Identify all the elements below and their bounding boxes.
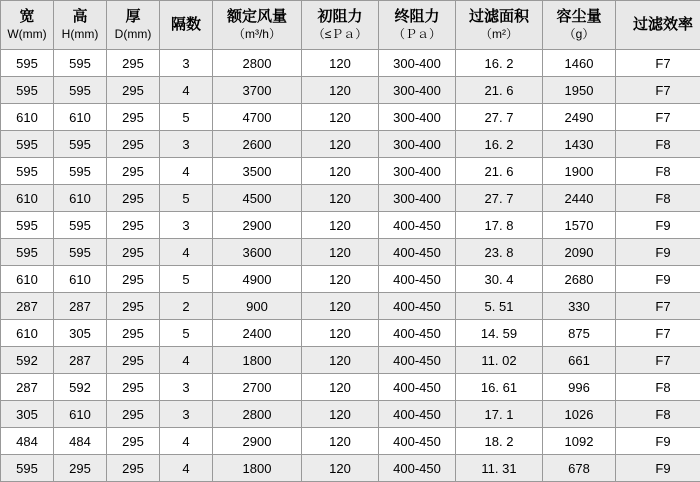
- cell-height: 610: [54, 104, 107, 131]
- cell-depth: 295: [107, 374, 160, 401]
- column-header-filter-area: [456, 1, 543, 50]
- cell-initial-pressure: 120: [302, 266, 379, 293]
- cell-width: 595: [1, 158, 54, 185]
- cell-height: 305: [54, 320, 107, 347]
- column-header-initial-pressure: [302, 1, 379, 50]
- cell-dust-capacity: 2490: [543, 104, 616, 131]
- cell-height: 595: [54, 50, 107, 77]
- cell-height: 595: [54, 77, 107, 104]
- table-header: [1, 1, 700, 50]
- cell-final-pressure: 300-400: [379, 185, 456, 212]
- column-header-height: [54, 1, 107, 50]
- cell-depth: 295: [107, 104, 160, 131]
- cell-dust-capacity: 1092: [543, 428, 616, 455]
- cell-filter-efficiency: F9: [616, 212, 700, 239]
- cell-final-pressure: 400-450: [379, 374, 456, 401]
- cell-separator-count: 5: [160, 320, 213, 347]
- cell-final-pressure: 400-450: [379, 428, 456, 455]
- cell-depth: 295: [107, 266, 160, 293]
- cell-separator-count: 4: [160, 428, 213, 455]
- cell-separator-count: 3: [160, 131, 213, 158]
- cell-rated-airflow: 2700: [213, 374, 302, 401]
- cell-initial-pressure: 120: [302, 428, 379, 455]
- column-header-depth: [107, 1, 160, 50]
- cell-final-pressure: 400-450: [379, 212, 456, 239]
- cell-final-pressure: 400-450: [379, 347, 456, 374]
- cell-separator-count: 4: [160, 158, 213, 185]
- column-header-dust-capacity-unit: （g）: [543, 27, 615, 42]
- cell-filter-efficiency: F8: [616, 185, 700, 212]
- cell-initial-pressure: 120: [302, 158, 379, 185]
- cell-initial-pressure: 120: [302, 374, 379, 401]
- cell-height: 595: [54, 212, 107, 239]
- cell-rated-airflow: 2400: [213, 320, 302, 347]
- cell-dust-capacity: 875: [543, 320, 616, 347]
- cell-filter-area: 18. 2: [456, 428, 543, 455]
- cell-separator-count: 5: [160, 185, 213, 212]
- column-header-initial-pressure-unit: （≤Ｐａ）: [302, 27, 378, 42]
- cell-filter-efficiency: F7: [616, 50, 700, 77]
- cell-initial-pressure: 120: [302, 320, 379, 347]
- table-row: [1, 320, 700, 347]
- cell-initial-pressure: 120: [302, 239, 379, 266]
- cell-filter-area: 16. 2: [456, 131, 543, 158]
- column-header-height-title: 高: [72, 8, 87, 25]
- cell-filter-efficiency: F9: [616, 428, 700, 455]
- column-header-depth-title: 厚: [125, 8, 140, 25]
- column-header-rated-airflow-unit: （m³/h）: [213, 27, 301, 42]
- cell-dust-capacity: 1026: [543, 401, 616, 428]
- cell-rated-airflow: 900: [213, 293, 302, 320]
- table-row: [1, 266, 700, 293]
- cell-rated-airflow: 2900: [213, 428, 302, 455]
- cell-final-pressure: 400-450: [379, 320, 456, 347]
- cell-separator-count: 3: [160, 50, 213, 77]
- cell-filter-area: 21. 6: [456, 77, 543, 104]
- cell-filter-area: 11. 31: [456, 455, 543, 482]
- cell-filter-efficiency: F7: [616, 293, 700, 320]
- cell-initial-pressure: 120: [302, 455, 379, 482]
- cell-rated-airflow: 3700: [213, 77, 302, 104]
- cell-final-pressure: 300-400: [379, 77, 456, 104]
- cell-initial-pressure: 120: [302, 104, 379, 131]
- cell-width: 484: [1, 428, 54, 455]
- cell-width: 595: [1, 50, 54, 77]
- cell-depth: 295: [107, 185, 160, 212]
- column-header-separator-count-title: 隔数: [171, 16, 201, 33]
- cell-filter-area: 11. 02: [456, 347, 543, 374]
- table-body: [1, 50, 700, 482]
- table-row: [1, 158, 700, 185]
- cell-dust-capacity: 330: [543, 293, 616, 320]
- cell-initial-pressure: 120: [302, 347, 379, 374]
- column-header-rated-airflow-title: 额定风量: [227, 8, 287, 25]
- cell-height: 610: [54, 185, 107, 212]
- cell-height: 595: [54, 158, 107, 185]
- cell-dust-capacity: 1900: [543, 158, 616, 185]
- column-header-final-pressure-unit: （Ｐａ）: [379, 27, 455, 42]
- cell-final-pressure: 300-400: [379, 104, 456, 131]
- column-header-width: [1, 1, 54, 50]
- column-header-filter-efficiency-title: 过滤效率: [633, 16, 693, 33]
- cell-rated-airflow: 1800: [213, 455, 302, 482]
- column-header-filter-efficiency: [616, 1, 700, 50]
- cell-depth: 295: [107, 50, 160, 77]
- table-row: [1, 374, 700, 401]
- table-row: [1, 131, 700, 158]
- cell-rated-airflow: 4700: [213, 104, 302, 131]
- cell-height: 595: [54, 239, 107, 266]
- cell-depth: 295: [107, 455, 160, 482]
- cell-filter-efficiency: F7: [616, 104, 700, 131]
- cell-height: 484: [54, 428, 107, 455]
- cell-filter-efficiency: F8: [616, 401, 700, 428]
- cell-depth: 295: [107, 347, 160, 374]
- table-row: [1, 185, 700, 212]
- cell-initial-pressure: 120: [302, 293, 379, 320]
- cell-dust-capacity: 1460: [543, 50, 616, 77]
- column-header-width-title: 宽: [19, 8, 34, 25]
- cell-filter-efficiency: F8: [616, 158, 700, 185]
- column-header-dust-capacity: [543, 1, 616, 50]
- cell-final-pressure: 300-400: [379, 131, 456, 158]
- cell-filter-area: 17. 8: [456, 212, 543, 239]
- cell-separator-count: 4: [160, 347, 213, 374]
- column-header-rated-airflow: [213, 1, 302, 50]
- column-header-dust-capacity-title: 容尘量: [556, 8, 601, 25]
- cell-final-pressure: 400-450: [379, 266, 456, 293]
- table-row: [1, 104, 700, 131]
- cell-dust-capacity: 1570: [543, 212, 616, 239]
- cell-width: 610: [1, 266, 54, 293]
- cell-depth: 295: [107, 239, 160, 266]
- cell-filter-efficiency: F8: [616, 131, 700, 158]
- column-header-final-pressure-title: 终阻力: [394, 8, 439, 25]
- cell-width: 595: [1, 77, 54, 104]
- cell-depth: 295: [107, 293, 160, 320]
- cell-height: 287: [54, 293, 107, 320]
- cell-width: 610: [1, 320, 54, 347]
- cell-rated-airflow: 3500: [213, 158, 302, 185]
- cell-filter-area: 14. 59: [456, 320, 543, 347]
- cell-depth: 295: [107, 428, 160, 455]
- cell-width: 287: [1, 374, 54, 401]
- column-header-height-unit: H(mm): [54, 27, 106, 42]
- cell-rated-airflow: 1800: [213, 347, 302, 374]
- cell-final-pressure: 400-450: [379, 239, 456, 266]
- table-row: [1, 239, 700, 266]
- cell-width: 595: [1, 131, 54, 158]
- column-header-filter-area-unit: （m²）: [456, 27, 542, 42]
- cell-final-pressure: 300-400: [379, 50, 456, 77]
- cell-separator-count: 5: [160, 104, 213, 131]
- cell-separator-count: 3: [160, 374, 213, 401]
- cell-height: 592: [54, 374, 107, 401]
- cell-separator-count: 2: [160, 293, 213, 320]
- cell-width: 287: [1, 293, 54, 320]
- cell-depth: 295: [107, 212, 160, 239]
- cell-separator-count: 3: [160, 401, 213, 428]
- cell-separator-count: 5: [160, 266, 213, 293]
- cell-filter-area: 27. 7: [456, 104, 543, 131]
- cell-final-pressure: 400-450: [379, 455, 456, 482]
- cell-rated-airflow: 2800: [213, 50, 302, 77]
- cell-depth: 295: [107, 320, 160, 347]
- table-row: [1, 428, 700, 455]
- column-header-filter-area-title: 过滤面积: [469, 8, 529, 25]
- cell-filter-efficiency: F9: [616, 266, 700, 293]
- column-header-separator-count: [160, 1, 213, 50]
- cell-initial-pressure: 120: [302, 185, 379, 212]
- column-header-width-unit: W(mm): [1, 27, 53, 42]
- cell-rated-airflow: 2900: [213, 212, 302, 239]
- cell-dust-capacity: 2440: [543, 185, 616, 212]
- cell-dust-capacity: 2680: [543, 266, 616, 293]
- cell-filter-efficiency: F9: [616, 239, 700, 266]
- cell-initial-pressure: 120: [302, 77, 379, 104]
- table-row: [1, 50, 700, 77]
- cell-dust-capacity: 678: [543, 455, 616, 482]
- cell-filter-efficiency: F9: [616, 455, 700, 482]
- cell-filter-efficiency: F7: [616, 77, 700, 104]
- cell-depth: 295: [107, 158, 160, 185]
- cell-final-pressure: 400-450: [379, 293, 456, 320]
- cell-height: 610: [54, 266, 107, 293]
- cell-separator-count: 3: [160, 212, 213, 239]
- table-row: [1, 77, 700, 104]
- cell-rated-airflow: 3600: [213, 239, 302, 266]
- cell-initial-pressure: 120: [302, 50, 379, 77]
- cell-filter-efficiency: F8: [616, 374, 700, 401]
- cell-filter-area: 23. 8: [456, 239, 543, 266]
- cell-rated-airflow: 4900: [213, 266, 302, 293]
- cell-filter-area: 21. 6: [456, 158, 543, 185]
- cell-width: 305: [1, 401, 54, 428]
- cell-depth: 295: [107, 131, 160, 158]
- cell-initial-pressure: 120: [302, 131, 379, 158]
- table-row: [1, 293, 700, 320]
- cell-filter-area: 27. 7: [456, 185, 543, 212]
- cell-height: 610: [54, 401, 107, 428]
- cell-filter-area: 16. 61: [456, 374, 543, 401]
- cell-separator-count: 4: [160, 239, 213, 266]
- cell-dust-capacity: 996: [543, 374, 616, 401]
- cell-filter-efficiency: F7: [616, 320, 700, 347]
- cell-filter-efficiency: F7: [616, 347, 700, 374]
- column-header-final-pressure: [379, 1, 456, 50]
- header-row: [1, 1, 700, 50]
- cell-rated-airflow: 4500: [213, 185, 302, 212]
- cell-height: 287: [54, 347, 107, 374]
- cell-height: 295: [54, 455, 107, 482]
- cell-final-pressure: 300-400: [379, 158, 456, 185]
- cell-width: 610: [1, 185, 54, 212]
- cell-rated-airflow: 2800: [213, 401, 302, 428]
- cell-dust-capacity: 1950: [543, 77, 616, 104]
- cell-separator-count: 4: [160, 455, 213, 482]
- cell-separator-count: 4: [160, 77, 213, 104]
- table-row: [1, 401, 700, 428]
- table-row: [1, 347, 700, 374]
- cell-depth: 295: [107, 401, 160, 428]
- cell-depth: 295: [107, 77, 160, 104]
- cell-width: 595: [1, 455, 54, 482]
- cell-filter-area: 30. 4: [456, 266, 543, 293]
- cell-filter-area: 17. 1: [456, 401, 543, 428]
- cell-initial-pressure: 120: [302, 401, 379, 428]
- cell-dust-capacity: 661: [543, 347, 616, 374]
- table-row: [1, 455, 700, 482]
- table-row: [1, 212, 700, 239]
- cell-dust-capacity: 2090: [543, 239, 616, 266]
- cell-final-pressure: 400-450: [379, 401, 456, 428]
- cell-width: 595: [1, 239, 54, 266]
- cell-dust-capacity: 1430: [543, 131, 616, 158]
- cell-filter-area: 5. 51: [456, 293, 543, 320]
- cell-width: 610: [1, 104, 54, 131]
- cell-initial-pressure: 120: [302, 212, 379, 239]
- cell-filter-area: 16. 2: [456, 50, 543, 77]
- cell-height: 595: [54, 131, 107, 158]
- cell-width: 592: [1, 347, 54, 374]
- column-header-initial-pressure-title: 初阻力: [317, 8, 362, 25]
- cell-rated-airflow: 2600: [213, 131, 302, 158]
- column-header-depth-unit: D(mm): [107, 27, 159, 42]
- cell-width: 595: [1, 212, 54, 239]
